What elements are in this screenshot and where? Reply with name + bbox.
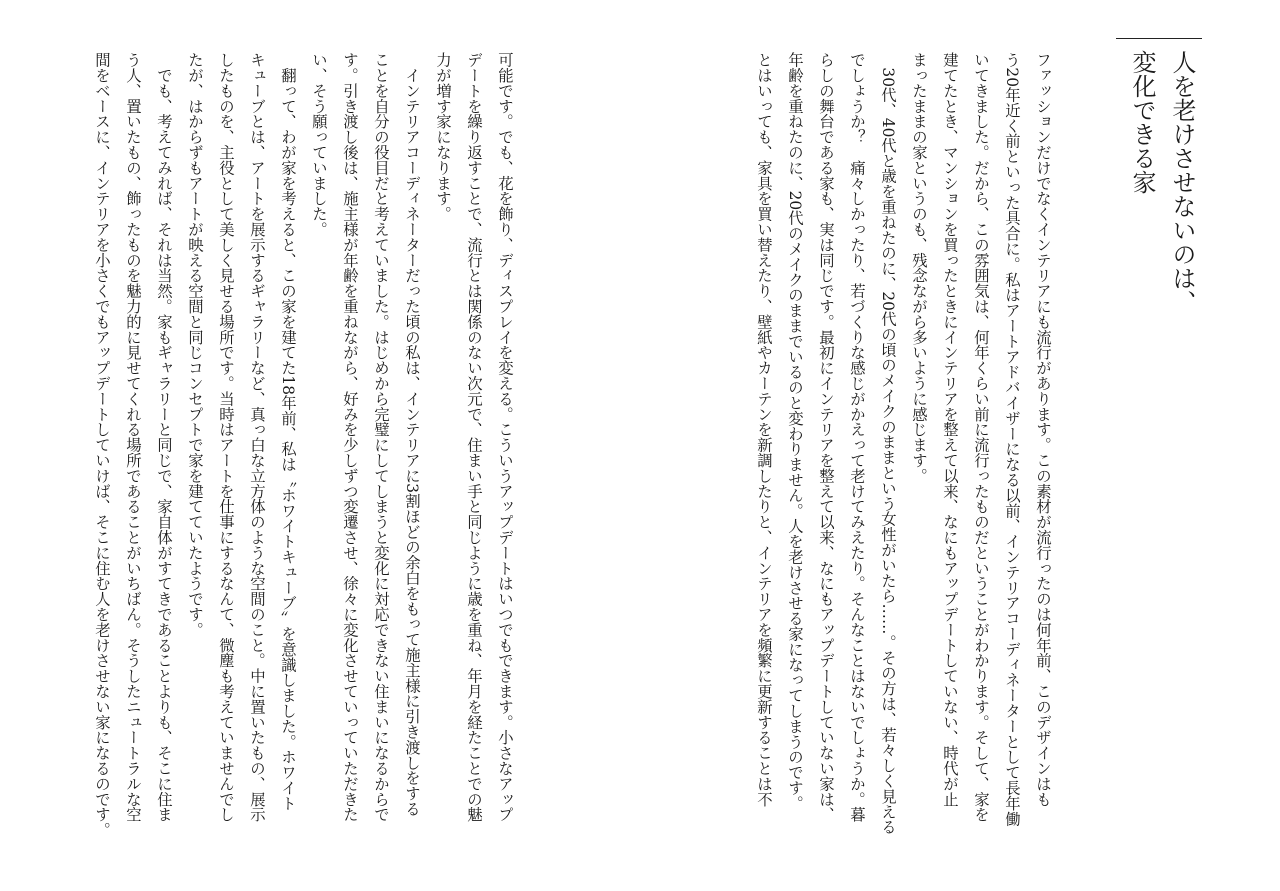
heading-line-1: 人を老けさせないのは、 [1168,50,1196,314]
text-line: う20年近く前といった具合に。私はアートアドバイザーになる以前、インテリアコーディネーターとして長年働 [1003,52,1021,827]
text-line: でも、考えてみれば、それは当然。家もギャラリーと同じで、家自体がすてきであることよりも、そこに住ま [155,52,173,822]
text-line: いてきました。だから、この雰囲気は、何年くらい前に流行ったものだということがわかります。そして、家を [972,52,990,822]
text-line: まったままの家というのも、残念ながら多いように感じます。 [910,52,928,484]
text-line: 力が増す家になります。 [434,52,452,222]
left-page-body [86,52,520,852]
text-line: 年齢を重ねたのに、20代のメイクのままでいるのと変わりません。人を老けさせる家になってしまうのです。 [786,52,804,811]
text-line: 30代、40代と歳を重ねたのに、20代の頃のメイクのままという女性がいたら……。その方は、若々しく見える [879,52,897,835]
heading-line-2: 変化できる家 [1128,50,1156,194]
text-line: キューブとは、アートを展示するギャラリーなど、真っ白な立方体のような空間のこと。中に置いたもの、展示 [248,52,266,822]
text-line: たが、はからずもアートが映える空間と同じコンセプトで家を建てていたようです。 [186,52,204,638]
text-line: ことを自分の役目だと考えていました。はじめから完璧にしてしまうと変化に対応できない住まいになるからで [372,52,390,822]
heading-rule [1116,38,1202,39]
text-line: らしの舞台である家も、実は同じです。最初にインテリアを整えて以来、なにもアップデートしていない家は、 [817,52,835,822]
text-line: したものを、主役として美しく見せる場所です。当時はアートを仕事にするなんて、微塵も考えていませんでし [217,52,235,822]
text-line: でしょうか？ 痛々しかったり、若づくりな感じがかえって老けてみえたり。そんなことはないでしょうか。暮 [848,52,866,822]
text-line: 可能です。でも、花を飾り、ディスプレイを変える。こういうアップデートはいつでもできます。小さなアップ [496,52,514,822]
text-line: デートを繰り返すことで、流行とは関係のない次元で、住まい手と同じように歳を重ね、年月を経たことでの魅 [465,52,483,822]
text-line: う人、置いたもの、飾ったものを魅力的に見せてくれる場所であることがいちばん。そうしたニュートラルな空 [124,52,142,822]
text-line: とはいっても、家具を買い替えたり、壁紙やカーテンを新調したりと、インテリアを頻繁に更新することは不 [755,52,773,807]
section-heading [1122,50,1202,370]
text-line: インテリアコーディネーターだった頃の私は、インテリアに3割ほどの余白をもって施主様に引き渡しをする [403,52,421,817]
text-line: 間をベースに、インテリアを小さくでもアップデートしていけば、そこに住む人を老けさせない家になるのです。 [93,52,111,838]
text-line: ファッションだけでなくインテリアにも流行があります。この素材が流行ったのは何年前、このデザインはも [1034,52,1052,807]
text-line: 建てたとき、マンションを買ったときにインテリアを整えて以来、なにもアップデートしていない、時代が止 [941,52,959,807]
right-page-body [748,52,1058,852]
text-line: い、そう願っていました。 [310,52,328,237]
text-line: す。引き渡し後は、施主様が年齢を重ねながら、好みを少しずつ変遷させ、徐々に変化させていっていただきた [341,52,359,822]
text-line: 翻って、わが家を考えると、この家を建てた18年前、私は〝ホワイトキューブ〟を意識しました。ホワイト [279,52,297,811]
